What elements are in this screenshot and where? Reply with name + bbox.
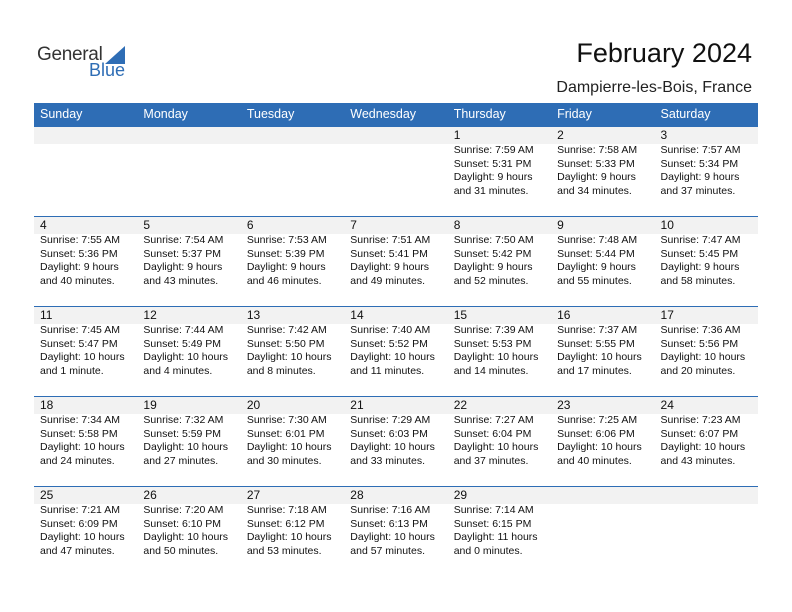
day-sunrise-text: Sunrise: 7:30 AM	[246, 414, 327, 426]
empty-day-cell	[137, 127, 240, 215]
day-number: 27	[246, 488, 261, 502]
day-daylight2-text: and 53 minutes.	[246, 544, 322, 557]
day-sunset-text: Sunset: 6:07 PM	[660, 427, 739, 440]
day-number: 15	[453, 308, 468, 322]
day-daylight2-text: and 40 minutes.	[557, 454, 632, 467]
day-sunrise-text: Sunrise: 7:25 AM	[557, 414, 638, 426]
day-daylight1-text: Daylight: 9 hours	[660, 171, 740, 183]
day-number: 24	[660, 398, 674, 412]
weekday-sunday: Sunday	[40, 107, 83, 121]
day-sunrise-text: Sunrise: 7:53 AM	[246, 234, 327, 246]
day-cell	[344, 217, 447, 305]
day-daylight2-text: and 43 minutes.	[143, 274, 219, 287]
day-sunrise-text: Sunrise: 7:55 AM	[40, 234, 120, 246]
day-sunset-text: Sunset: 6:06 PM	[557, 427, 635, 440]
day-sunrise-text: Sunrise: 7:51 AM	[350, 234, 431, 246]
day-sunset-text: Sunset: 5:52 PM	[350, 337, 428, 350]
day-sunrise-text: Sunrise: 7:32 AM	[143, 414, 224, 426]
day-sunset-text: Sunset: 5:42 PM	[453, 247, 532, 260]
day-daylight2-text: and 49 minutes.	[350, 274, 425, 287]
day-sunset-text: Sunset: 5:49 PM	[143, 337, 222, 350]
day-cell	[344, 487, 447, 575]
day-sunrise-text: Sunrise: 7:14 AM	[453, 504, 534, 516]
day-sunrise-text: Sunrise: 7:54 AM	[143, 234, 224, 246]
day-daylight1-text: Daylight: 9 hours	[453, 261, 533, 273]
day-daylight1-text: Daylight: 10 hours	[557, 441, 642, 453]
day-cell	[448, 217, 551, 305]
day-sunrise-text: Sunrise: 7:29 AM	[350, 414, 431, 426]
day-cell	[344, 397, 447, 485]
day-daylight1-text: Daylight: 10 hours	[40, 531, 125, 543]
generalblue-logo	[37, 44, 137, 80]
day-daylight1-text: Daylight: 9 hours	[40, 261, 119, 273]
day-sunrise-text: Sunrise: 7:45 AM	[40, 324, 120, 336]
day-sunset-text: Sunset: 5:55 PM	[557, 337, 635, 350]
day-daylight2-text: and 0 minutes.	[453, 544, 523, 557]
day-sunset-text: Sunset: 6:01 PM	[246, 427, 325, 440]
day-cell	[241, 487, 344, 575]
day-daylight1-text: Daylight: 11 hours	[453, 531, 538, 543]
day-daylight1-text: Daylight: 10 hours	[246, 531, 332, 543]
empty-day-cell	[655, 487, 758, 575]
day-sunrise-text: Sunrise: 7:47 AM	[660, 234, 741, 246]
day-sunset-text: Sunset: 5:31 PM	[453, 157, 532, 170]
day-cell	[448, 127, 551, 215]
day-daylight2-text: and 50 minutes.	[143, 544, 219, 557]
day-daylight2-text: and 58 minutes.	[660, 274, 736, 287]
day-number: 17	[660, 308, 674, 322]
day-sunrise-text: Sunrise: 7:48 AM	[557, 234, 638, 246]
day-daylight2-text: and 40 minutes.	[40, 274, 115, 287]
day-daylight2-text: and 57 minutes.	[350, 544, 425, 557]
day-sunset-text: Sunset: 5:58 PM	[40, 427, 118, 440]
day-cell	[34, 487, 137, 575]
day-number: 7	[350, 218, 357, 232]
day-cell	[241, 307, 344, 395]
day-daylight2-text: and 8 minutes.	[246, 364, 316, 377]
week-row	[34, 126, 758, 215]
day-cell	[137, 307, 240, 395]
day-sunset-text: Sunset: 6:03 PM	[350, 427, 428, 440]
day-daylight2-text: and 24 minutes.	[40, 454, 115, 467]
day-number: 25	[40, 488, 54, 502]
day-sunset-text: Sunset: 5:41 PM	[350, 247, 428, 260]
day-cell	[551, 307, 654, 395]
day-daylight2-text: and 4 minutes.	[143, 364, 213, 377]
day-daylight1-text: Daylight: 10 hours	[453, 441, 539, 453]
day-sunset-text: Sunset: 6:10 PM	[143, 517, 222, 530]
day-cell	[655, 397, 758, 485]
day-cell	[655, 217, 758, 305]
week-row	[34, 216, 758, 305]
day-sunset-text: Sunset: 5:37 PM	[143, 247, 222, 260]
week-row	[34, 306, 758, 395]
day-sunset-text: Sunset: 5:50 PM	[246, 337, 325, 350]
day-number: 18	[40, 398, 54, 412]
day-number: 26	[143, 488, 157, 502]
day-daylight2-text: and 46 minutes.	[246, 274, 322, 287]
day-sunset-text: Sunset: 6:09 PM	[40, 517, 118, 530]
day-sunset-text: Sunset: 5:53 PM	[453, 337, 532, 350]
day-daylight2-text: and 30 minutes.	[246, 454, 322, 467]
day-number: 4	[40, 218, 47, 232]
day-daylight1-text: Daylight: 9 hours	[350, 261, 430, 273]
day-daylight1-text: Daylight: 10 hours	[350, 441, 435, 453]
day-cell	[137, 217, 240, 305]
weekday-friday: Friday	[557, 107, 592, 121]
day-daylight1-text: Daylight: 9 hours	[557, 171, 636, 183]
day-daylight1-text: Daylight: 9 hours	[453, 171, 533, 183]
day-number: 13	[246, 308, 261, 322]
weekday-thursday: Thursday	[453, 107, 506, 121]
day-sunrise-text: Sunrise: 7:23 AM	[660, 414, 741, 426]
day-number: 11	[40, 308, 53, 322]
day-sunrise-text: Sunrise: 7:50 AM	[453, 234, 534, 246]
day-sunrise-text: Sunrise: 7:42 AM	[246, 324, 327, 336]
day-daylight1-text: Daylight: 10 hours	[660, 351, 746, 363]
day-daylight2-text: and 33 minutes.	[350, 454, 425, 467]
logo-text-blue: Blue	[89, 60, 126, 80]
day-daylight1-text: Daylight: 10 hours	[40, 441, 125, 453]
day-cell	[34, 307, 137, 395]
day-sunrise-text: Sunrise: 7:18 AM	[246, 504, 327, 516]
day-cell	[448, 487, 551, 575]
day-cell	[448, 307, 551, 395]
day-daylight1-text: Daylight: 9 hours	[143, 261, 223, 273]
day-cell	[34, 217, 137, 305]
day-daylight2-text: and 17 minutes.	[557, 364, 632, 377]
weekday-tuesday: Tuesday	[246, 107, 295, 121]
day-sunset-text: Sunset: 6:12 PM	[246, 517, 325, 530]
day-number: 29	[453, 488, 468, 502]
day-daylight2-text: and 37 minutes.	[660, 184, 736, 197]
day-sunrise-text: Sunrise: 7:21 AM	[40, 504, 120, 516]
day-daylight1-text: Daylight: 10 hours	[557, 351, 642, 363]
day-cell	[34, 397, 137, 485]
day-daylight1-text: Daylight: 10 hours	[143, 531, 229, 543]
day-sunset-text: Sunset: 5:33 PM	[557, 157, 635, 170]
day-number: 5	[143, 218, 151, 232]
day-number: 14	[350, 308, 364, 322]
day-sunrise-text: Sunrise: 7:59 AM	[453, 144, 534, 156]
day-sunrise-text: Sunrise: 7:44 AM	[143, 324, 224, 336]
empty-day-cell	[551, 487, 654, 575]
location-subtitle: Dampierre-les-Bois, France	[556, 79, 752, 96]
day-number: 19	[143, 398, 157, 412]
day-cell	[241, 397, 344, 485]
day-cell	[655, 307, 758, 395]
day-daylight2-text: and 1 minute.	[40, 364, 104, 377]
day-daylight1-text: Daylight: 10 hours	[350, 351, 435, 363]
day-sunset-text: Sunset: 5:45 PM	[660, 247, 739, 260]
day-daylight1-text: Daylight: 10 hours	[143, 441, 229, 453]
day-daylight2-text: and 11 minutes.	[350, 364, 425, 377]
day-sunrise-text: Sunrise: 7:36 AM	[660, 324, 741, 336]
day-sunrise-text: Sunrise: 7:20 AM	[143, 504, 224, 516]
day-sunrise-text: Sunrise: 7:58 AM	[557, 144, 638, 156]
day-daylight1-text: Daylight: 10 hours	[40, 351, 125, 363]
empty-day-cell	[241, 127, 344, 215]
day-sunset-text: Sunset: 5:39 PM	[246, 247, 325, 260]
empty-day-cell	[344, 127, 447, 215]
day-daylight1-text: Daylight: 10 hours	[350, 531, 435, 543]
day-sunset-text: Sunset: 5:44 PM	[557, 247, 635, 260]
day-sunrise-text: Sunrise: 7:57 AM	[660, 144, 741, 156]
day-number: 22	[453, 398, 468, 412]
week-row	[34, 486, 758, 575]
day-cell	[137, 487, 240, 575]
weekday-header	[34, 103, 758, 126]
day-cell	[551, 217, 654, 305]
day-sunset-text: Sunset: 6:15 PM	[453, 517, 532, 530]
day-number: 3	[660, 128, 668, 142]
day-number: 6	[246, 218, 254, 232]
day-daylight2-text: and 20 minutes.	[660, 364, 736, 377]
day-daylight1-text: Daylight: 9 hours	[660, 261, 740, 273]
day-number: 21	[350, 398, 364, 412]
day-number: 9	[557, 218, 564, 232]
day-daylight1-text: Daylight: 10 hours	[660, 441, 746, 453]
day-cell	[448, 397, 551, 485]
day-sunset-text: Sunset: 6:13 PM	[350, 517, 428, 530]
day-cell	[241, 217, 344, 305]
day-cell	[137, 397, 240, 485]
day-sunrise-text: Sunrise: 7:27 AM	[453, 414, 534, 426]
day-number: 2	[557, 128, 564, 142]
day-daylight2-text: and 14 minutes.	[453, 364, 529, 377]
weekday-saturday: Saturday	[660, 107, 711, 121]
day-cell	[655, 127, 758, 215]
day-number: 1	[453, 128, 461, 142]
page-title: February 2024	[576, 38, 752, 68]
day-daylight2-text: and 34 minutes.	[557, 184, 632, 197]
day-sunrise-text: Sunrise: 7:16 AM	[350, 504, 431, 516]
day-number: 20	[246, 398, 261, 412]
weekday-monday: Monday	[143, 107, 188, 121]
day-sunset-text: Sunset: 5:47 PM	[40, 337, 118, 350]
day-number: 28	[350, 488, 364, 502]
day-daylight2-text: and 43 minutes.	[660, 454, 736, 467]
day-daylight1-text: Daylight: 10 hours	[143, 351, 229, 363]
day-sunset-text: Sunset: 5:59 PM	[143, 427, 222, 440]
day-daylight2-text: and 27 minutes.	[143, 454, 219, 467]
day-sunrise-text: Sunrise: 7:34 AM	[40, 414, 120, 426]
day-sunrise-text: Sunrise: 7:40 AM	[350, 324, 431, 336]
day-daylight1-text: Daylight: 10 hours	[453, 351, 539, 363]
day-daylight1-text: Daylight: 10 hours	[246, 441, 332, 453]
day-daylight1-text: Daylight: 10 hours	[246, 351, 332, 363]
empty-day-cell	[34, 127, 137, 215]
day-daylight2-text: and 55 minutes.	[557, 274, 632, 287]
day-number: 10	[660, 218, 674, 232]
day-sunset-text: Sunset: 5:34 PM	[660, 157, 739, 170]
week-row	[34, 396, 758, 485]
day-cell	[344, 307, 447, 395]
day-daylight2-text: and 31 minutes.	[453, 184, 529, 197]
day-daylight2-text: and 37 minutes.	[453, 454, 529, 467]
day-sunset-text: Sunset: 5:36 PM	[40, 247, 118, 260]
day-sunset-text: Sunset: 5:56 PM	[660, 337, 739, 350]
day-sunset-text: Sunset: 6:04 PM	[453, 427, 532, 440]
day-number: 16	[557, 308, 571, 322]
day-daylight1-text: Daylight: 9 hours	[557, 261, 636, 273]
day-cell	[551, 397, 654, 485]
weekday-wednesday: Wednesday	[350, 107, 417, 121]
day-number: 8	[453, 218, 461, 232]
day-cell	[551, 127, 654, 215]
day-daylight1-text: Daylight: 9 hours	[246, 261, 326, 273]
day-daylight2-text: and 47 minutes.	[40, 544, 115, 557]
day-number: 23	[557, 398, 571, 412]
day-number: 12	[143, 308, 157, 322]
day-sunrise-text: Sunrise: 7:39 AM	[453, 324, 534, 336]
day-daylight2-text: and 52 minutes.	[453, 274, 529, 287]
day-sunrise-text: Sunrise: 7:37 AM	[557, 324, 638, 336]
logo-text-general: General	[37, 44, 103, 65]
